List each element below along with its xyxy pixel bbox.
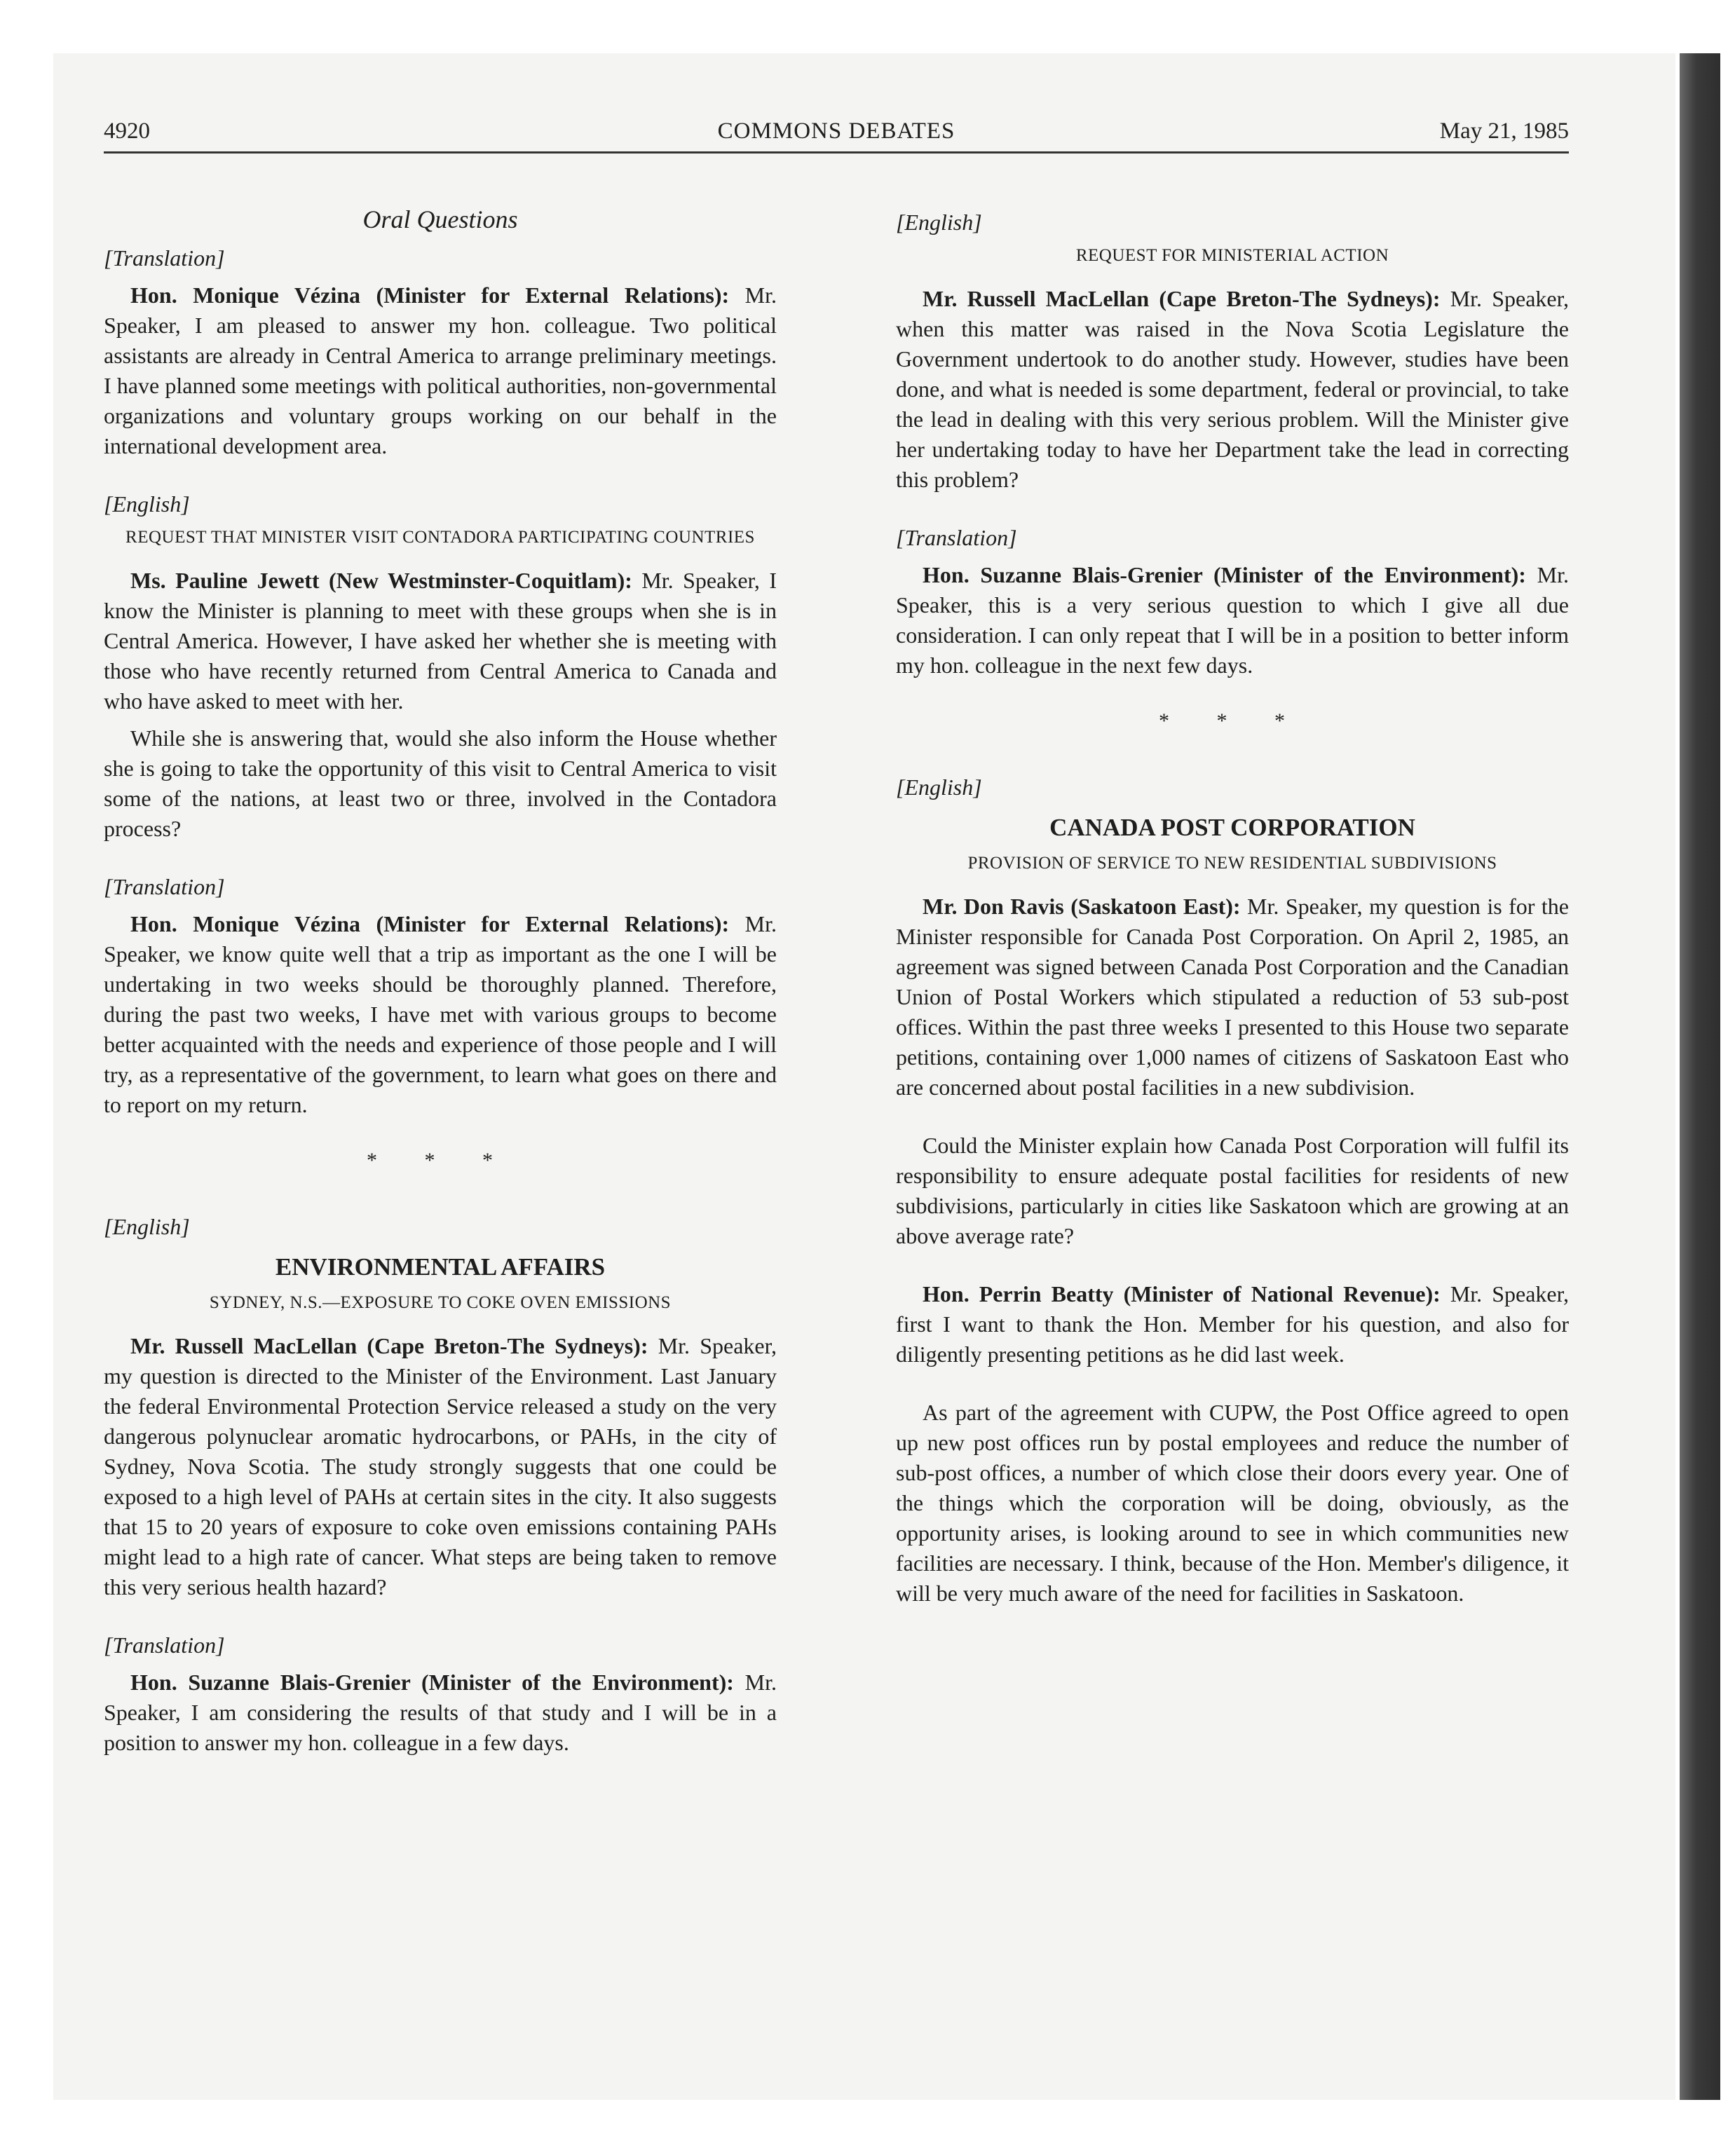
section-heading: REQUEST THAT MINISTER VISIT CONTADORA PARTICIPATING COUNTRIES bbox=[125, 528, 755, 547]
speech-paragraph: As part of the agreement with CUPW, the Post Office agreed to open up new post offices run by postal employees and reduce the number of sub-post offices, a number of which close their doors every year. One of the things which the corporation will be doing, obviously, as the opportunity arises, is looking around to see in which communities new facilities are necessary. I think, because of the Hon. Member's diligence, it will be very much aware of the need for facilities in Saskatoon. bbox=[896, 1400, 1569, 1606]
speech-text: Mr. Speaker, I know the Minister is planning to meet with these groups when she is in Central America. However, I have asked her whether she is meeting with those who have recently returned from Central America to Canada and who have asked to meet with her. bbox=[104, 568, 777, 714]
publication-date: May 21, 1985 bbox=[1439, 118, 1569, 144]
speaker-name: Mr. Russell MacLellan (Cape Breton-The Sydneys): bbox=[130, 1333, 648, 1358]
speech-paragraph bbox=[896, 284, 1569, 495]
section-heading: PROVISION OF SERVICE TO NEW RESIDENTIAL SUBDIVISIONS bbox=[967, 854, 1497, 873]
running-header bbox=[104, 111, 1569, 153]
speech-text: Mr. Speaker, my question is for the Minister responsible for Canada Post Corporation. On April 2, 1985, an agreement was signed between Canada Post Corporation and the Canadian Union of Postal Workers which stipulated a reduction of 53 sub-post offices. Within the past three weeks I presented to this House two separate petitions, containing over 1,000 names of citizens of Saskatoon East who are concerned about postal facilities in a new subdivision. bbox=[896, 894, 1570, 1100]
scan-border bbox=[1680, 53, 1720, 2100]
right-column bbox=[896, 207, 1569, 1609]
speech-text: Mr. Speaker, I am pleased to answer my hon. colleague. Two political assistants are already in Central America to arrange preliminary meetings. I have planned some meetings with political authorities, non-governmental organizations and voluntary groups working on our behalf in the international development area. bbox=[104, 282, 777, 458]
speech-paragraph: Could the Minister explain how Canada Post Corporation will fulfil its responsibility to ensure adequate postal facilities for residents of new subdivisions, particularly in cities like Saskatoon which are growing at an above average rate? bbox=[896, 1133, 1569, 1248]
speaker-name: Mr. Russell MacLellan (Cape Breton-The Sydneys): bbox=[923, 286, 1441, 311]
language-marker: [English] bbox=[104, 491, 190, 517]
speech-paragraph bbox=[104, 909, 777, 1120]
publication-title: COMMONS DEBATES bbox=[717, 118, 955, 144]
speech-text: Mr. Speaker, I am considering the results of that study and I will be in a position to answer my hon. colleague in a few days. bbox=[104, 1670, 777, 1755]
major-heading: ENVIRONMENTAL AFFAIRS bbox=[275, 1253, 606, 1281]
left-column bbox=[104, 207, 777, 1758]
column-heading: Oral Questions bbox=[362, 205, 518, 233]
language-marker: [English] bbox=[104, 1214, 190, 1239]
speaker-name: Hon. Suzanne Blais-Grenier (Minister of the Environment): bbox=[923, 562, 1526, 587]
language-marker: [English] bbox=[896, 210, 982, 235]
speaker-name: Hon. Suzanne Blais-Grenier (Minister of the Environment): bbox=[130, 1670, 734, 1695]
speech-paragraph: While she is answering that, would she also inform the House whether she is going to take the opportunity of this visit to Central America to visit some of the nations, at least two or three, involved in the Contadora process? bbox=[104, 725, 777, 841]
speaker-name: Hon. Perrin Beatty (Minister of National Revenue): bbox=[923, 1281, 1441, 1306]
section-heading: SYDNEY, N.S.—EXPOSURE TO COKE OVEN EMISSIONS bbox=[209, 1293, 672, 1312]
speech-text: Mr. Speaker, my question is directed to the Minister of the Environment. Last January the federal Environmental Protection Service released a study on the very dangerous polynuclear aromatic hydrocarbons, or PAHs, in the city of Sydney, Nova Scotia. The study strongly suggests that one could be exposed to a high level of PAHs at certain sites in the city. It also suggests that 15 to 20 years of exposure to coke oven emissions containing PAHs might lead to a high rate of cancer. What steps are being taken to remove this very serious health hazard? bbox=[104, 1333, 777, 1599]
speech-paragraph bbox=[104, 280, 777, 461]
speaker-name: Hon. Monique Vézina (Minister for External Relations): bbox=[130, 282, 730, 308]
language-marker: [English] bbox=[896, 775, 982, 800]
speaker-name: Mr. Don Ravis (Saskatoon East): bbox=[923, 894, 1241, 919]
speech-text: Mr. Speaker, first I want to thank the Hon. Member for his question, and also for diligently presenting petitions as he did last week. bbox=[896, 1281, 1570, 1367]
speech-paragraph bbox=[104, 1331, 777, 1602]
speech-paragraph bbox=[896, 1279, 1569, 1370]
page-number: 4920 bbox=[104, 118, 150, 144]
speech-text: Mr. Speaker, this is a very serious question to which I give all due consideration. I can only repeat that I will be in a position to better inform my hon. colleague in the next few days. bbox=[896, 562, 1569, 678]
speech-text: Mr. Speaker, we know quite well that a trip as important as the one I will be undertaking in two weeks should be thoroughly planned. Therefore, during the past two weeks, I have met with various groups to become better acquainted with the needs and experience of those people and I will try, as a representative of the government, to learn what goes on there and to report on my return. bbox=[104, 911, 777, 1117]
speaker-name: Hon. Monique Vézina (Minister for External Relations): bbox=[130, 911, 730, 936]
speech-paragraph bbox=[104, 1667, 777, 1758]
speech-text: Mr. Speaker, when this matter was raised in the Nova Scotia Legislature the Government undertook to do another study. However, studies have been done, and what is needed is some department, federal or provincial, to take the lead in dealing with this very serious problem. Will the Minister give her undertaking today to have her Department take the lead in correcting this problem? bbox=[896, 286, 1570, 492]
speech-paragraph bbox=[896, 892, 1569, 1103]
major-heading: CANADA POST CORPORATION bbox=[1049, 814, 1415, 841]
language-marker: [Translation] bbox=[896, 525, 1017, 550]
speech-paragraph bbox=[104, 566, 777, 716]
language-marker: [Translation] bbox=[104, 1632, 225, 1658]
speech-paragraph bbox=[896, 560, 1569, 681]
section-separator: * * * bbox=[367, 1149, 514, 1172]
speaker-name: Ms. Pauline Jewett (New Westminster-Coquitlam): bbox=[130, 568, 632, 593]
section-heading: REQUEST FOR MINISTERIAL ACTION bbox=[1075, 246, 1389, 265]
language-marker: [Translation] bbox=[104, 874, 225, 899]
section-separator: * * * bbox=[1159, 709, 1306, 732]
language-marker: [Translation] bbox=[104, 245, 225, 271]
